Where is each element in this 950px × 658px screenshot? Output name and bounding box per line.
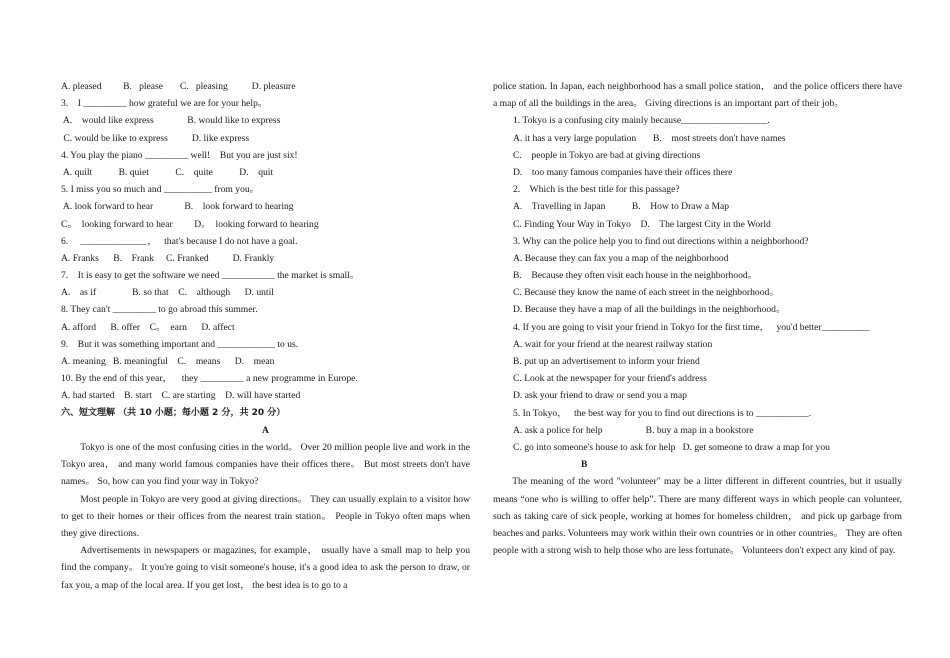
rq3-option-d: D. Because they have a map of all the buildings in the neighborhood。 [513,304,786,316]
q5-stem: 5. I miss you so much and __________ from you。 [61,184,260,196]
rq4-option-b: B. put up an advertisement to inform your friend [513,356,700,368]
rq1-option-d: D. too many famous companies have their offices there [513,166,733,178]
rq3-stem: 3. Why can the police help you to find out directions within a neighborhood? [513,235,809,247]
section-heading: 六、短文理解 （共 10 小题；每小题 2 分，共 20 分） [61,407,286,418]
right-column [493,78,902,559]
q5-options-cd: C。 looking forward to hear D。 looking forward to hearing [61,218,319,230]
q7-stem: 7. It is easy to get the software we need ___________ the market is small。 [61,270,360,282]
left-column [61,78,470,594]
rq3-option-a: A. Because they can fax you a map of the neighborhood [513,252,729,264]
rq3-option-c: C. Because they know the name of each street in the neighborhood。 [513,287,779,299]
q6-options: A. Franks B. Frank C. Franked D. Frankly [61,252,275,264]
q6-stem: 6. ______________， that's because I do not have a goal. [61,235,298,247]
q3-stem: 3. I _________ how grateful we are for your help。 [61,98,268,110]
passage-a-paragraph-1: Tokyo is one of the most confusing cities in the world。 Over 20 million people live and work in the Tokyo area， and many world famous companies have their offices there。 But most streets don't have names。 So, how can you find your way in Tokyo? [61,441,470,488]
rq4-option-a: A. wait for your friend at the nearest railway station [513,338,713,350]
passage-b-paragraph: The meaning of the word "volunteer" may be a litter different in different countries, but it usually means “one who is willing to offer help”. There are many different ways in which people can volunteer, such as taking care of sick people, working at homes for homeless children， and pick up garbage from beaches and parks. Volunteers may work within their own countries or in other countries。 They are often people with a strong wish to help those who are less fortunate。 Volunteers don't expect any kind of pay. [493,476,902,557]
passage-a-paragraph-2: Most people in Tokyo are very good at giving directions。 They can usually explain to a visitor how to get to their homes or their offices from the nearest train station。 People in Tokyo often maps when they give directions. [61,493,470,539]
rq2-options-ab: A. Travelling in Japan B. How to Draw a Map [513,201,730,213]
passage-a-continued: police station. In Japan, each neighborhood has a small police station， and the police officers there have a map of all the buildings in the area。 Giving directions is an important part of their job。 [493,81,902,110]
q8-stem: 8. They can't _________ to go abroad this summer. [61,304,258,316]
q3-options-cd: C. would be like to express D. like express [61,132,250,144]
rq3-option-b: B. Because they often visit each house in the neighborhood。 [513,270,758,282]
passage-b-label: B [581,459,588,471]
rq4-option-d: D. ask your friend to draw or send you a map [513,390,687,402]
passage-a-label: A [262,424,269,436]
rq5-options-cd: C. go into someone's house to ask for help D. get someone to draw a map for you [513,441,830,453]
rq5-stem: 5. In Tokyo， the best way for you to find out directions is to ___________. [513,407,812,419]
rq1-stem: 1. Tokyo is a confusing city mainly because__________________. [513,115,770,127]
rq1-option-c: C. people in Tokyo are bad at giving directions [513,149,701,161]
rq4-option-c: C. Look at the newspaper for your friend's address [513,373,707,385]
q9-options: A. meaning B. meaningful C. means D. mean [61,356,275,367]
rq4-stem: 4. If you are going to visit your friend in Tokyo for the first time， you'd better__________ [513,321,870,333]
q2-options: A. pleased B. please C. pleasing D. pleasure [61,81,296,92]
q4-stem: 4. You play the piano _________ well! But you are just six! [61,149,298,161]
q5-options-ab: A. look forward to hear B. look forward to hearing [61,201,294,213]
passage-a-paragraph-3: Advertisements in newspapers or magazines, for example， usually have a small map to help you find the company。 It you're going to visit someone's house, it's a good idea to ask the person to draw, or fax you, a map of the local area. If you get lost， the best idea is to go to a [61,545,470,591]
q3-options-ab: A. would like express B. would like to express [61,115,281,127]
q10-options: A. had started B. start C. are starting D. will have started [61,390,301,402]
rq5-options-ab: A. ask a police for help B. buy a map in a bookstore [513,424,754,436]
rq2-options-cd: C. Finding Your Way in Tokyo D. The largest City in the World [513,218,771,230]
q10-stem: 10. By the end of this year， they _________ a new programme in Europe. [61,373,358,385]
q8-options: A. afford B. offer C。 earn D. affect [61,321,235,333]
q4-options: A. quilt B. quiet C. quite D. quit [61,166,274,178]
q9-stem: 9. But it was something important and ____________ to us. [61,338,299,350]
rq1-options-ab: A. it has a very large population B. most streets don't have names [513,132,786,144]
q7-options: A. as if B. so that C. although D. until [61,287,274,299]
rq2-stem: 2. Which is the best title for this passage? [513,184,680,196]
